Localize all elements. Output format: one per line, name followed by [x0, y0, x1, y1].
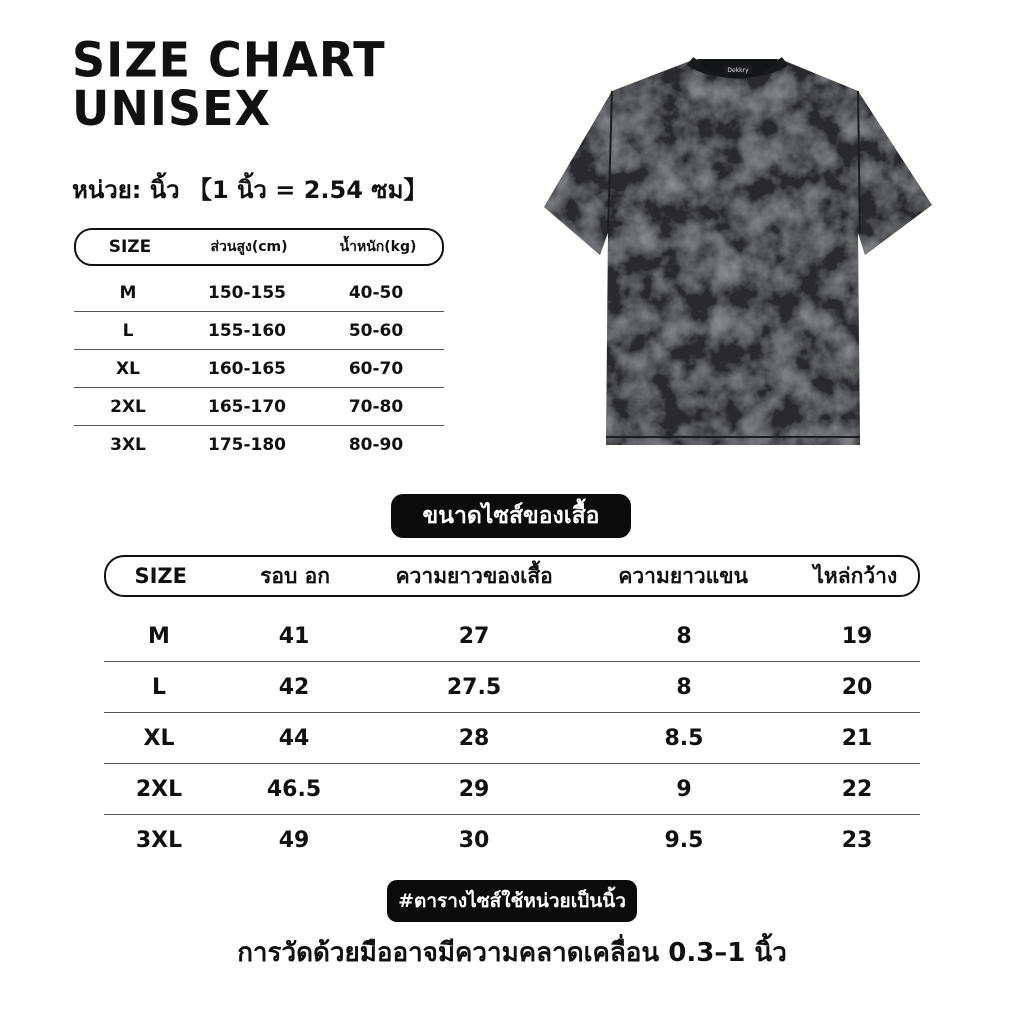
tshirt-body [544, 61, 932, 445]
cell-size: XL [143, 725, 175, 751]
cell-sleeve: 8 [676, 674, 692, 700]
cell-weight: 70-80 [348, 396, 404, 417]
table-row [74, 388, 444, 426]
measurement-footnote: การวัดด้วยมืออาจมีความคลาดเคลื่อน 0.3–1 นิ้ว [237, 938, 787, 968]
table-row [104, 815, 920, 865]
tshirt-image [540, 55, 935, 450]
cell-chest: 42 [278, 674, 310, 700]
header-length: ความยาวของเสื้อ [395, 563, 553, 588]
table-row [74, 426, 444, 463]
cell-size: XL [116, 358, 140, 379]
cell-shoulder: 20 [841, 674, 873, 700]
unit-note: หน่วย: นิ้ว 【1 นิ้ว = 2.54 ซม】 [72, 176, 428, 204]
cell-shoulder: 19 [841, 623, 873, 649]
title-line-2: UNISEX [72, 79, 271, 137]
header-sleeve: ความยาวแขน [618, 563, 748, 588]
header-chest: รอบ อก [260, 563, 330, 588]
cell-size: 2XL [135, 776, 183, 802]
header-height: ส่วนสูง(cm) [210, 239, 288, 255]
cell-chest: 49 [278, 827, 310, 853]
body-table-header [74, 228, 444, 266]
cell-chest: 44 [278, 725, 310, 751]
cell-size: M [148, 623, 170, 649]
header-shoulder: ไหล่กว้าง [813, 563, 898, 588]
cell-height: 175-180 [207, 434, 287, 455]
cell-size: 2XL [110, 396, 146, 417]
cell-sleeve: 9.5 [664, 827, 704, 853]
cell-size: 3XL [110, 434, 146, 455]
table-row [104, 713, 920, 764]
cell-weight: 60-70 [348, 358, 404, 379]
cell-sleeve: 8 [676, 623, 692, 649]
cell-length: 27 [458, 623, 490, 649]
cell-height: 150-155 [207, 282, 287, 303]
cell-weight: 50-60 [348, 320, 404, 341]
garment-table-header [104, 555, 920, 597]
page-title [72, 31, 386, 137]
cell-length: 27.5 [446, 674, 502, 700]
body-size-table [74, 228, 444, 463]
header-weight: น้ำหนัก(kg) [339, 239, 417, 255]
garment-size-heading: ขนาดไซส์ของเสื้อ [391, 494, 631, 538]
cell-sleeve: 8.5 [664, 725, 704, 751]
cell-size: L [122, 320, 134, 341]
table-row [104, 611, 920, 662]
cell-weight: 40-50 [348, 282, 404, 303]
cell-size: 3XL [135, 827, 183, 853]
cell-height: 160-165 [207, 358, 287, 379]
cell-shoulder: 22 [841, 776, 873, 802]
cell-shoulder: 23 [841, 827, 873, 853]
cell-chest: 41 [278, 623, 310, 649]
table-row [74, 312, 444, 350]
cell-shoulder: 21 [841, 725, 873, 751]
cell-weight: 80-90 [348, 434, 404, 455]
header-size: SIZE [108, 237, 152, 257]
cell-size: L [151, 674, 167, 700]
cell-length: 29 [458, 776, 490, 802]
hashtag-badge: #ตารางไซส์ใช้หน่วยเป็นนิ้ว [387, 880, 637, 922]
cell-size: M [119, 282, 137, 303]
cell-chest: 46.5 [266, 776, 322, 802]
table-row [74, 274, 444, 312]
garment-size-table [104, 555, 920, 865]
header-size: SIZE [134, 564, 187, 588]
cell-height: 165-170 [207, 396, 287, 417]
table-row [104, 764, 920, 815]
table-row [104, 662, 920, 713]
title-line-1: SIZE CHART [72, 31, 386, 89]
table-row [74, 350, 444, 388]
neck-label: Dekkry [727, 67, 749, 74]
cell-height: 155-160 [207, 320, 287, 341]
cell-length: 28 [458, 725, 490, 751]
cell-length: 30 [458, 827, 490, 853]
cell-sleeve: 9 [676, 776, 692, 802]
